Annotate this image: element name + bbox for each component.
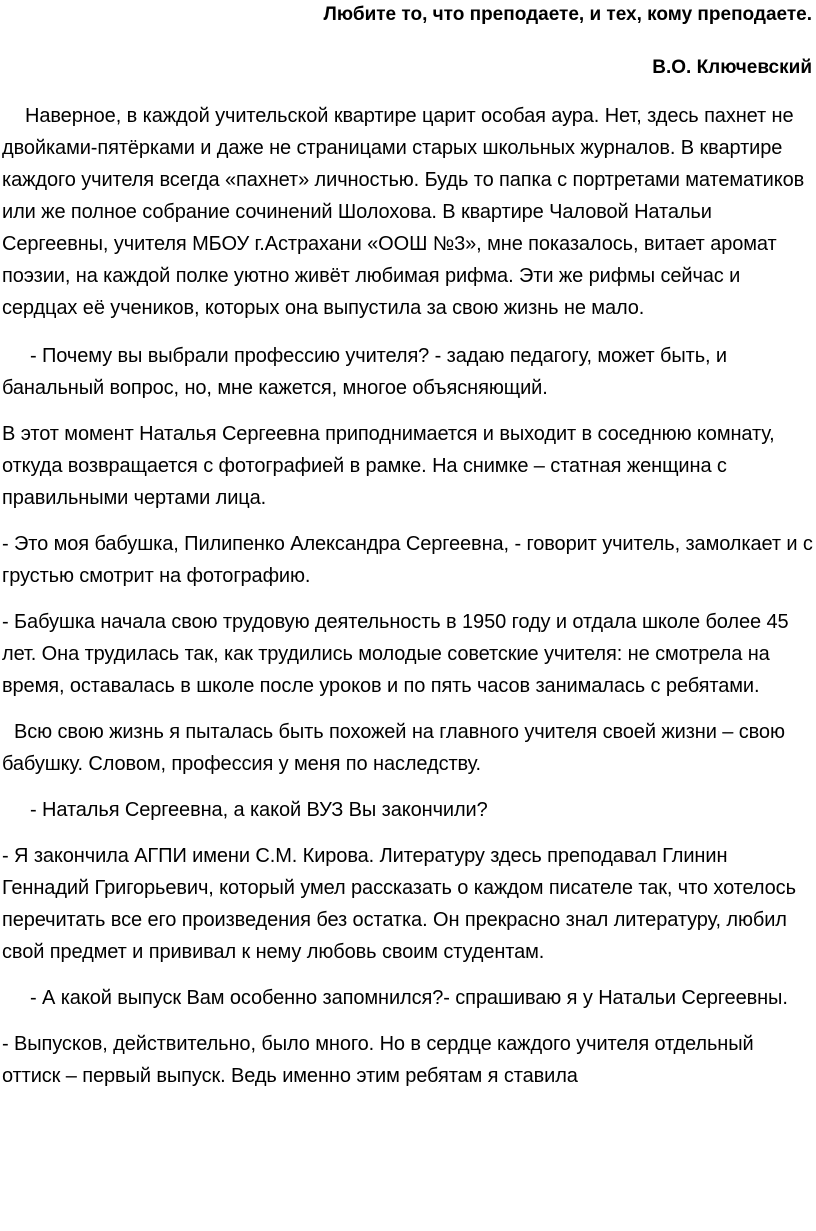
epigraph-quote: Любите то, что преподаете, и тех, кому преподаете. [323,4,812,25]
paragraph-5: - Бабушка начала свою трудовую деятельность в 1950 году и отдала школе более 45 лет. Она трудилась так, как трудились молодые советские учителя: не смотрела на время, оставалась в школе после уроков и по пять часов занималась с ребятами. [2,611,789,697]
paragraph-7: - Наталья Сергеевна, а какой ВУЗ Вы закончили? [30,799,488,821]
paragraph-1: Наверное, в каждой учительской квартире царит особая аура. Нет, здесь пахнет не двойками-пятёрками и даже не страницами старых школьных журналов. В квартире каждого учителя всегда «пахнет» личностью. Будь то папка с портретами математиков или же полное собрание сочинений Шолохова. В квартире Чаловой Натальи Сергеевны, учителя МБОУ г.Астрахани «ООШ №3», мне показалось, витает аромат поэзии, на каждой полке уютно живёт любимая рифма. Эти же рифмы сейчас и сердцах её учеников, которых она выпустила за свою жизнь не мало. [2,105,805,319]
paragraph-3: В этот момент Наталья Сергеевна приподнимается и выходит в соседнюю комнату, откуда возвращается с фотографией в рамке. На снимке – статная женщина с правильными чертами лица. [2,423,775,509]
epigraph-author: В.О. Ключевский [652,57,812,78]
paragraph-2: - Почему вы выбрали профессию учителя? - задаю педагогу, может быть, и банальный вопрос, но, мне кажется, многое объясняющий. [2,345,728,399]
paragraph-6: Всю свою жизнь я пыталась быть похожей на главного учителя своей жизни – свою бабушку. Словом, профессия у меня по наследству. [2,721,785,775]
paragraph-10: - Выпусков, действительно, было много. Но в сердце каждого учителя отдельный оттиск – первый выпуск. Ведь именно этим ребятам я ставила [2,1033,754,1087]
paragraph-8: - Я закончила АГПИ имени С.М. Кирова. Литературу здесь преподавал Глинин Геннадий Григорьевич, который умел рассказать о каждом писателе так, что хотелось перечитать все его произведения без остатка. Он прекрасно знал литературу, любил свой предмет и прививал к нему любовь своим студентам. [2,845,796,963]
paragraph-9: - А какой выпуск Вам особенно запомнился?- спрашиваю я у Натальи Сергеевны. [30,987,788,1009]
paragraph-4: - Это моя бабушка, Пилипенко Александра Сергеевна, - говорит учитель, замолкает и с грустью смотрит на фотографию. [2,533,813,587]
